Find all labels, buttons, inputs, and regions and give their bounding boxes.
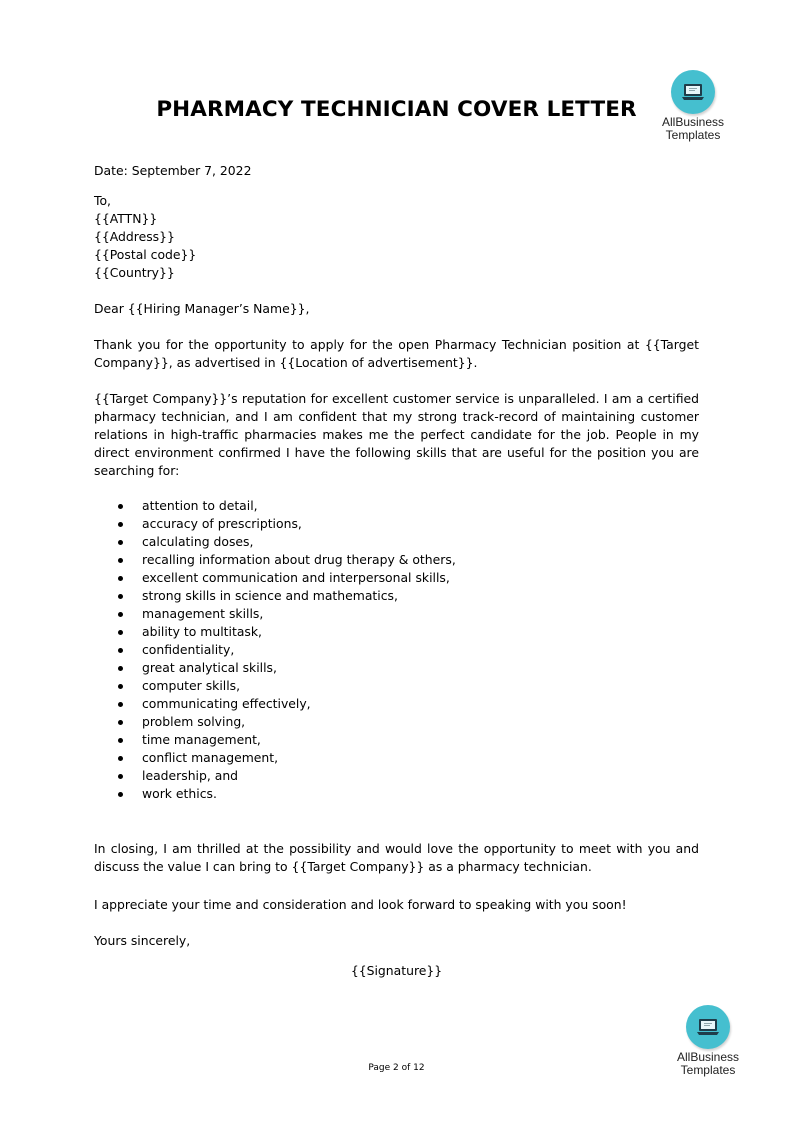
list-item: computer skills, [94,677,456,695]
salutation: Dear {{Hiring Manager’s Name}}, [94,301,310,316]
page-number: Page 2 of 12 [368,1063,425,1073]
address-line: {{Address}} [94,229,175,244]
list-item: confidentiality, [94,641,456,659]
paragraph-intro: Thank you for the opportunity to apply for the open Pharmacy Technician position at {{Target Company}}, as advertised in {{Location of advertisement}}. [94,337,699,370]
list-item: calculating doses, [94,533,456,551]
appreciation-line: I appreciate your time and consideration and look forward to speaking with you soon! [94,897,627,912]
list-item: conflict management, [94,749,456,767]
brand-name-line-2: Templates [665,127,721,142]
list-item: problem solving, [94,713,456,731]
date-line: Date: September 7, 2022 [94,163,252,178]
list-item: management skills, [94,605,456,623]
list-item: leadership, and [94,767,456,785]
brand-name-line-1: AllBusiness [661,115,725,129]
signature-placeholder: {{Signature}} [350,963,443,978]
list-item: time management, [94,731,456,749]
list-item: recalling information about drug therapy & others, [94,551,456,569]
address-line: {{ATTN}} [94,211,158,226]
paragraph-reputation: {{Target Company}}’s reputation for excellent customer service is unparalleled. I am a certified pharmacy technician, and I am confident that my strong track-record of maintaining customer relations in high-traffic pharmacies makes me the perfect candidate for the job. People in my direct environment confirmed I have the following skills that are useful for the position you are searching for: [94,391,699,478]
recipient-address [94,192,699,282]
brand-name-line-1: AllBusiness [676,1050,740,1064]
brand-name-line-2: Templates [680,1062,736,1077]
list-item: communicating effectively, [94,695,456,713]
list-item: accuracy of prescriptions, [94,515,456,533]
list-item: work ethics. [94,785,456,803]
list-item: great analytical skills, [94,659,456,677]
closing-paragraph: In closing, I am thrilled at the possibility and would love the opportunity to meet with you and discuss the value I can bring to {{Target Company}} as a pharmacy technician. [94,841,699,874]
document-title: PHARMACY TECHNICIAN COVER LETTER [156,97,637,122]
skills-list [94,497,456,803]
address-line: {{Postal code}} [94,247,197,262]
sign-off: Yours sincerely, [94,933,191,948]
list-item: strong skills in science and mathematics, [94,587,456,605]
laptop-icon [686,1005,730,1049]
address-line: {{Country}} [94,265,175,280]
list-item: attention to detail, [94,497,456,515]
list-item: ability to multitask, [94,623,456,641]
address-line: To, [94,193,111,208]
list-item: excellent communication and interpersonal skills, [94,569,456,587]
